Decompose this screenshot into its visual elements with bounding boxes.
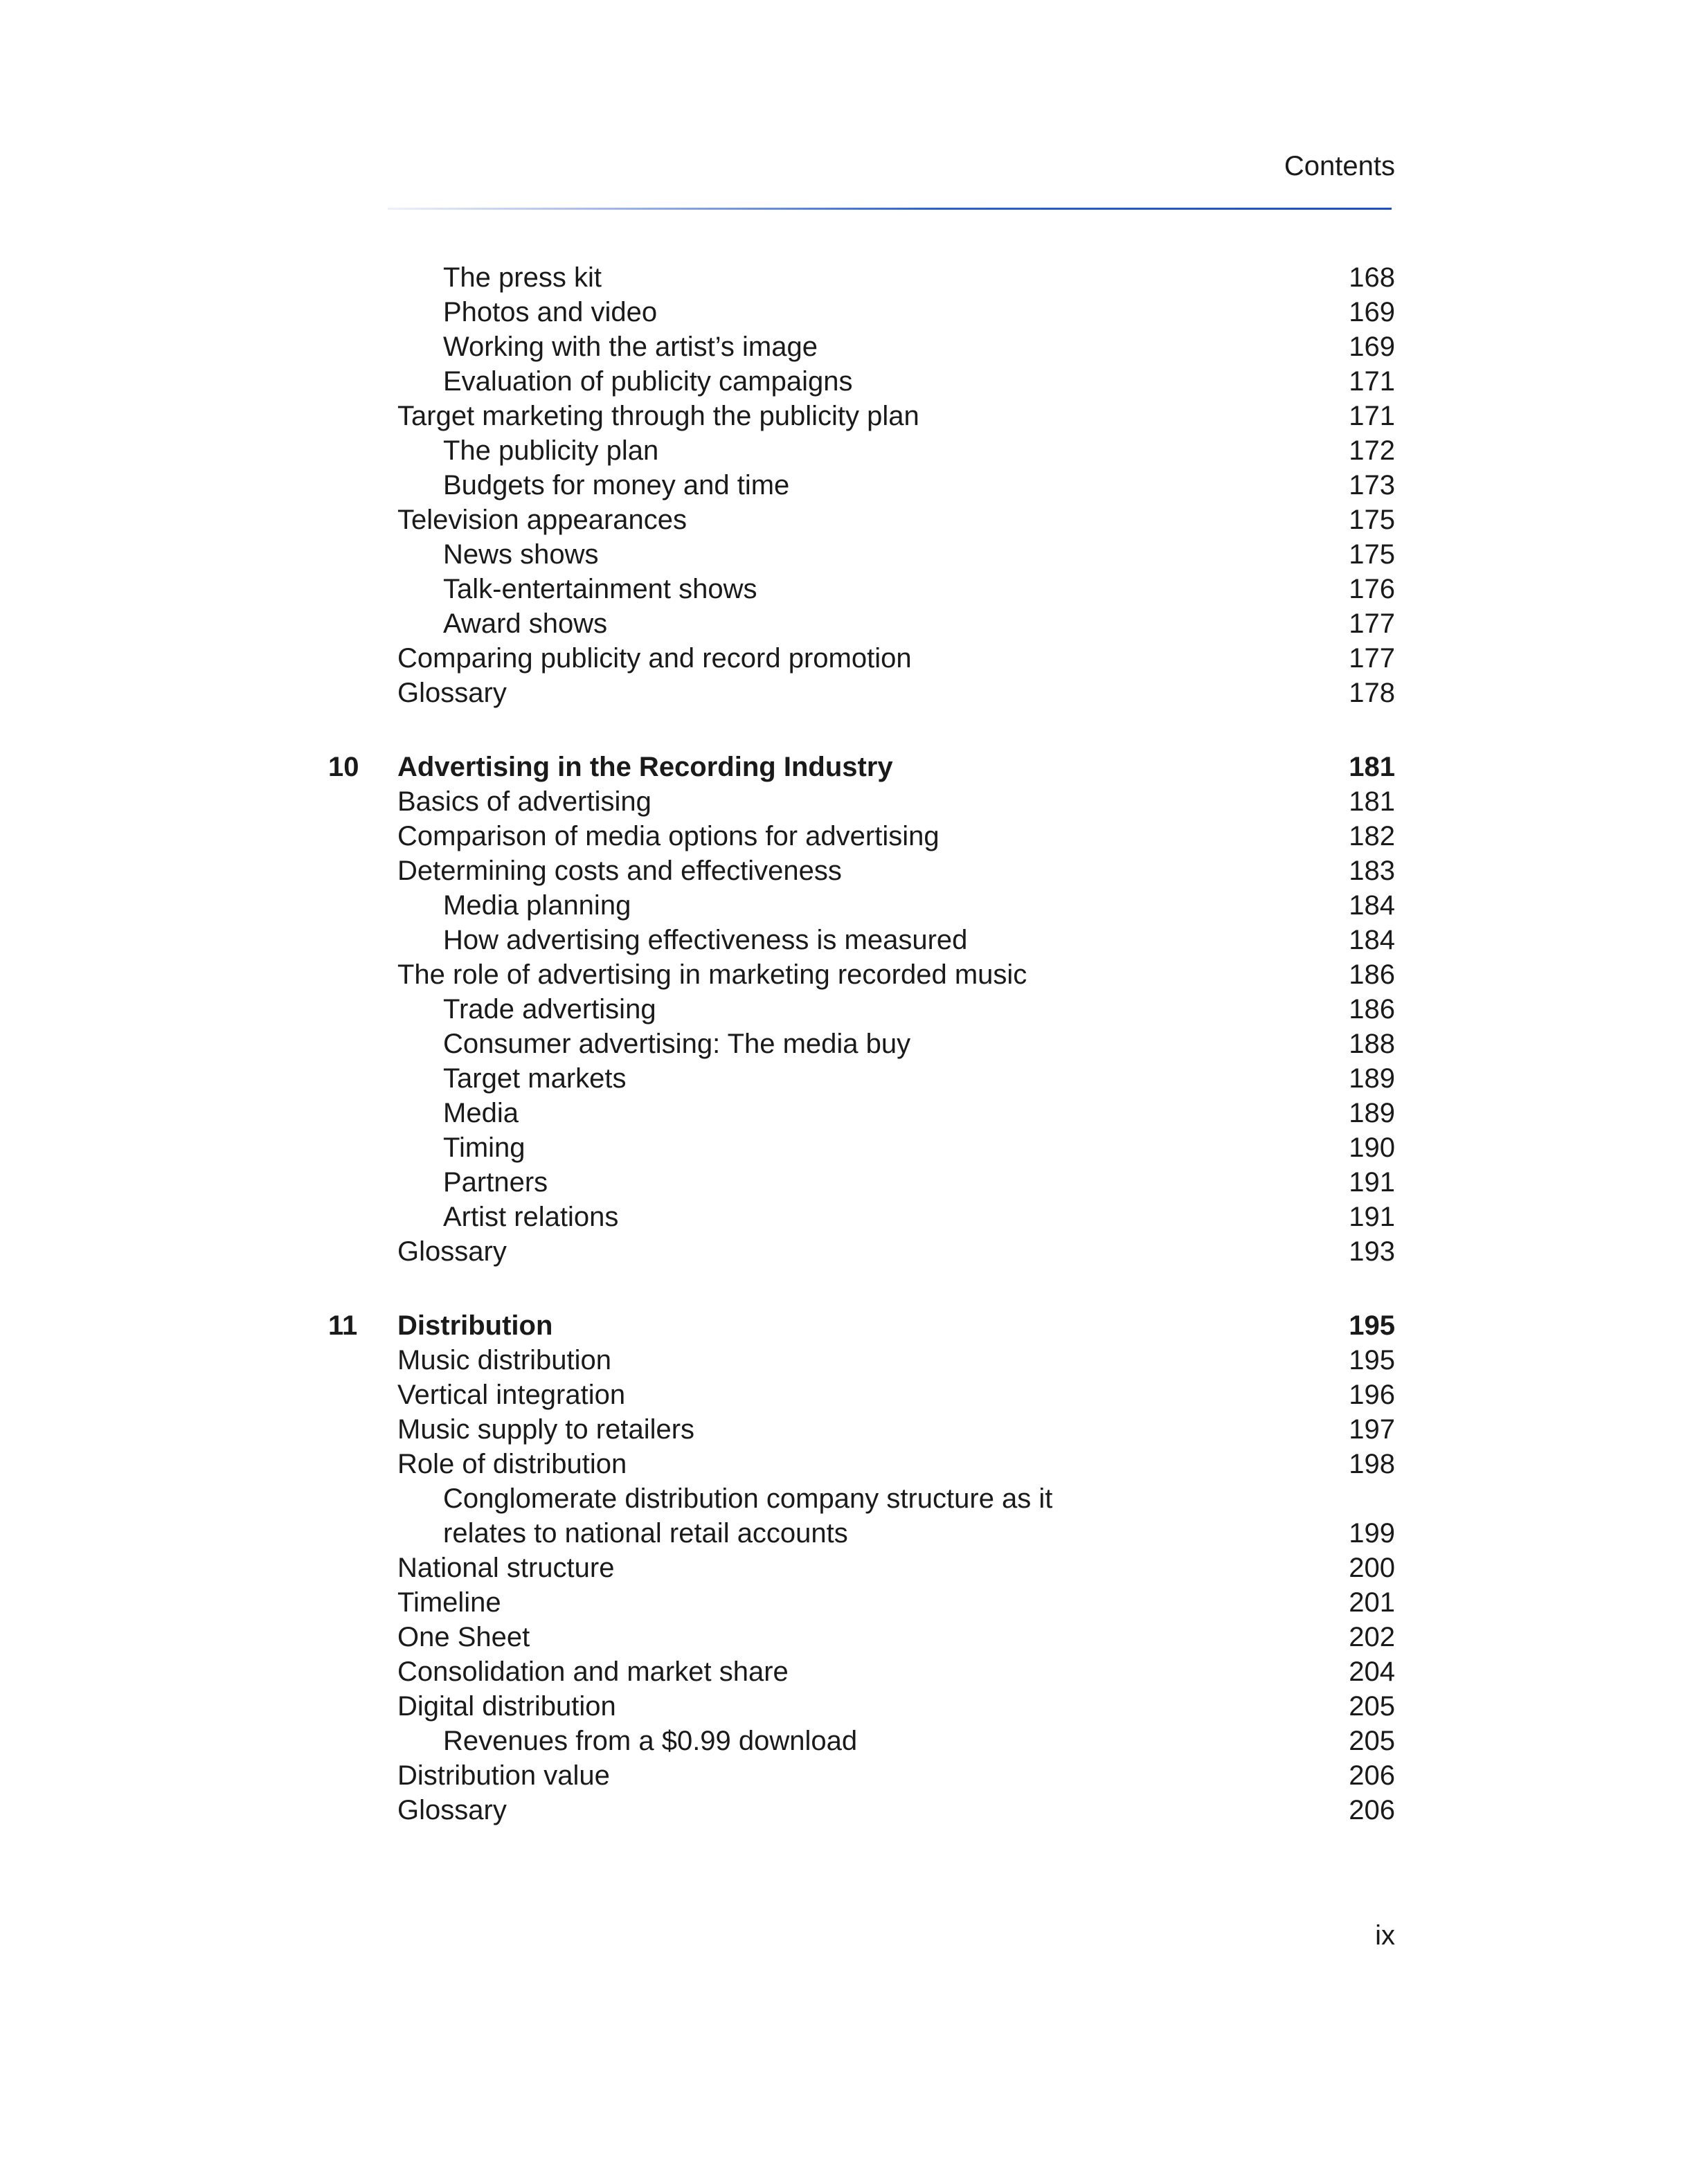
entry-title: Revenues from a $0.99 download xyxy=(443,1726,858,1756)
toc-entry xyxy=(328,819,1395,854)
toc-entry xyxy=(328,330,1395,364)
toc-chapter-heading xyxy=(328,750,1395,784)
toc-entry xyxy=(328,923,1395,957)
entry-title: Vertical integration xyxy=(397,1380,626,1410)
toc-entry xyxy=(328,1061,1395,1096)
entry-title: The role of advertising in marketing recorded music xyxy=(397,959,1027,990)
entry-page-number: 201 xyxy=(1349,1587,1395,1618)
entry-title: Comparison of media options for advertising xyxy=(397,821,940,851)
entry-title: News shows xyxy=(443,539,599,570)
entry-page-number: 183 xyxy=(1349,856,1395,886)
header-rule xyxy=(388,208,1392,210)
toc-entry xyxy=(328,992,1395,1027)
entry-title: Conglomerate distribution company structure as it relates to national retail accounts xyxy=(443,1483,1053,1549)
entry-page-number: 168 xyxy=(1349,262,1395,293)
entry-page-number: 204 xyxy=(1349,1657,1395,1687)
toc-entry xyxy=(328,1200,1395,1234)
entry-title: Evaluation of publicity campaigns xyxy=(443,366,853,397)
toc-entry xyxy=(328,364,1395,399)
entry-title: Determining costs and effectiveness xyxy=(397,856,842,886)
entry-title: The press kit xyxy=(443,262,602,293)
entry-page-number: 197 xyxy=(1349,1414,1395,1445)
entry-title: Budgets for money and time xyxy=(443,470,790,500)
chapter-number: 11 xyxy=(328,1310,358,1341)
toc-entry xyxy=(328,1793,1395,1827)
entry-page-number: 178 xyxy=(1349,678,1395,708)
entry-page-number: 186 xyxy=(1349,994,1395,1025)
toc-entry xyxy=(328,1234,1395,1269)
entry-page-number: 175 xyxy=(1349,505,1395,535)
toc-entry xyxy=(328,1585,1395,1620)
entry-page-number: 173 xyxy=(1349,470,1395,500)
toc-entry xyxy=(328,468,1395,503)
entry-page-number: 182 xyxy=(1349,821,1395,851)
entry-page-number: 184 xyxy=(1349,925,1395,955)
entry-title: Media planning xyxy=(443,890,631,921)
entry-title: Photos and video xyxy=(443,297,658,327)
entry-title: How advertising effectiveness is measured xyxy=(443,925,968,955)
entry-title: Artist relations xyxy=(443,1202,619,1232)
toc-entry xyxy=(328,957,1395,992)
entry-page-number: 172 xyxy=(1349,435,1395,466)
toc-entry xyxy=(328,1620,1395,1654)
entry-page-number: 193 xyxy=(1349,1236,1395,1267)
toc-entry xyxy=(328,1689,1395,1724)
entry-page-number: 190 xyxy=(1349,1132,1395,1163)
entry-page-number: 205 xyxy=(1349,1691,1395,1722)
entry-title: National structure xyxy=(397,1553,615,1583)
toc-chapter-heading xyxy=(328,1308,1395,1343)
entry-page-number: 202 xyxy=(1349,1622,1395,1652)
entry-title: The publicity plan xyxy=(443,435,659,466)
toc-entry xyxy=(328,641,1395,676)
entry-title: Trade advertising xyxy=(443,994,656,1025)
entry-page-number: 169 xyxy=(1349,332,1395,362)
entry-page-number: 171 xyxy=(1349,366,1395,397)
toc-entry xyxy=(328,260,1395,295)
toc-entry xyxy=(328,1551,1395,1585)
entry-page-number: 195 xyxy=(1349,1310,1395,1341)
entry-title: Award shows xyxy=(443,608,608,639)
entry-title: Television appearances xyxy=(397,505,687,535)
entry-title: Consumer advertising: The media buy xyxy=(443,1029,911,1059)
entry-title: Consolidation and market share xyxy=(397,1657,789,1687)
entry-page-number: 189 xyxy=(1349,1098,1395,1128)
chapter-title: Distribution xyxy=(397,1310,553,1341)
entry-title: Timing xyxy=(443,1132,525,1163)
toc-entry xyxy=(328,572,1395,606)
entry-title: Media xyxy=(443,1098,519,1128)
entry-title: Target markets xyxy=(443,1063,627,1094)
toc-entry xyxy=(328,1027,1395,1061)
entry-title: Working with the artist’s image xyxy=(443,332,818,362)
entry-page-number: 206 xyxy=(1349,1795,1395,1825)
toc-entry xyxy=(328,1481,1395,1551)
entry-page-number: 199 xyxy=(1349,1518,1395,1549)
running-head: Contents xyxy=(1284,151,1395,181)
entry-page-number: 177 xyxy=(1349,608,1395,639)
toc-entry xyxy=(328,1378,1395,1412)
chapter-number: 10 xyxy=(328,752,359,782)
toc-entry xyxy=(328,503,1395,537)
entry-title: Basics of advertising xyxy=(397,786,651,817)
entry-page-number: 195 xyxy=(1349,1345,1395,1375)
toc-entry xyxy=(328,606,1395,641)
entry-title: Glossary xyxy=(397,678,507,708)
toc-entry xyxy=(328,433,1395,468)
chapter-title: Advertising in the Recording Industry xyxy=(397,752,893,782)
entry-page-number: 191 xyxy=(1349,1202,1395,1232)
entry-page-number: 188 xyxy=(1349,1029,1395,1059)
toc-entry xyxy=(328,295,1395,330)
entry-title: Timeline xyxy=(397,1587,501,1618)
entry-title: Glossary xyxy=(397,1795,507,1825)
toc-entry xyxy=(328,854,1395,888)
entry-page-number: 175 xyxy=(1349,539,1395,570)
toc-entry xyxy=(328,1447,1395,1481)
entry-page-number: 184 xyxy=(1349,890,1395,921)
entry-title: Talk-entertainment shows xyxy=(443,574,757,604)
entry-title: Target marketing through the publicity plan xyxy=(397,401,919,431)
entry-title: Music distribution xyxy=(397,1345,612,1375)
toc-entry xyxy=(328,1343,1395,1378)
table-of-contents xyxy=(328,260,1395,1827)
entry-page-number: 171 xyxy=(1349,401,1395,431)
entry-title: Distribution value xyxy=(397,1760,610,1791)
entry-page-number: 198 xyxy=(1349,1449,1395,1479)
toc-entry xyxy=(328,1412,1395,1447)
entry-title: Glossary xyxy=(397,1236,507,1267)
entry-page-number: 181 xyxy=(1349,786,1395,817)
entry-page-number: 169 xyxy=(1349,297,1395,327)
entry-title: Partners xyxy=(443,1167,548,1198)
toc-entry xyxy=(328,784,1395,819)
entry-page-number: 181 xyxy=(1349,752,1395,782)
entry-page-number: 200 xyxy=(1349,1553,1395,1583)
toc-entry xyxy=(328,399,1395,433)
entry-page-number: 189 xyxy=(1349,1063,1395,1094)
toc-entry xyxy=(328,888,1395,923)
entry-title: Music supply to retailers xyxy=(397,1414,695,1445)
entry-page-number: 177 xyxy=(1349,643,1395,674)
entry-title: Role of distribution xyxy=(397,1449,627,1479)
toc-entry xyxy=(328,537,1395,572)
entry-page-number: 191 xyxy=(1349,1167,1395,1198)
entry-page-number: 176 xyxy=(1349,574,1395,604)
entry-page-number: 196 xyxy=(1349,1380,1395,1410)
toc-entry xyxy=(328,1165,1395,1200)
toc-entry xyxy=(328,1654,1395,1689)
toc-entry xyxy=(328,1130,1395,1165)
toc-entry xyxy=(328,1758,1395,1793)
entry-page-number: 205 xyxy=(1349,1726,1395,1756)
entry-title: One Sheet xyxy=(397,1622,530,1652)
toc-entry xyxy=(328,1096,1395,1130)
toc-entry xyxy=(328,1724,1395,1758)
entry-title: Digital distribution xyxy=(397,1691,616,1722)
entry-title: Comparing publicity and record promotion xyxy=(397,643,912,674)
entry-page-number: 186 xyxy=(1349,959,1395,990)
page-number: ix xyxy=(1375,1920,1395,1951)
entry-page-number: 206 xyxy=(1349,1760,1395,1791)
toc-entry xyxy=(328,676,1395,710)
